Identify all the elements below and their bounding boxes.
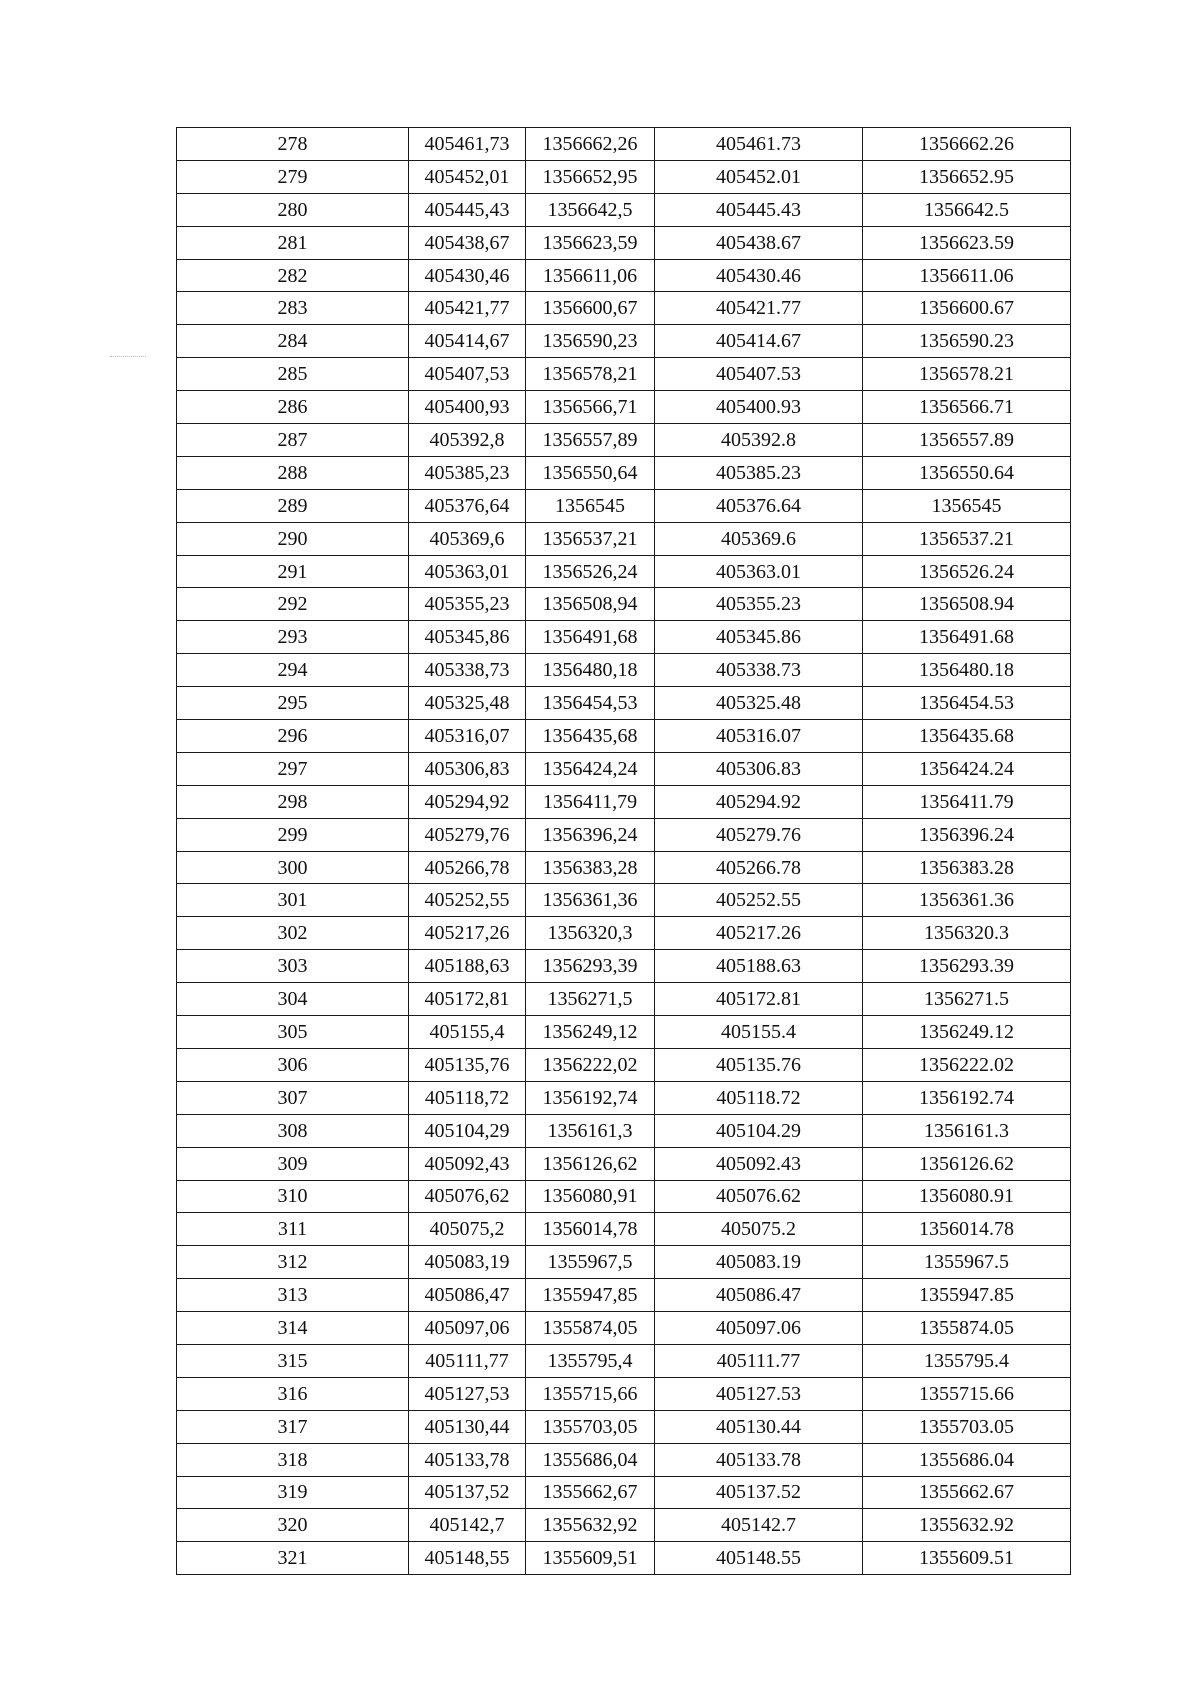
- point-number-cell: 320: [177, 1509, 409, 1542]
- y-dot-cell: 1356480.18: [863, 654, 1071, 687]
- point-number-cell: 292: [177, 588, 409, 621]
- y-dot-cell: 1355632.92: [863, 1509, 1071, 1542]
- y-dot-cell: 1356424.24: [863, 752, 1071, 785]
- x-dot-cell: 405385.23: [655, 456, 863, 489]
- y-comma-cell: 1356383,28: [526, 851, 655, 884]
- point-number-cell: 316: [177, 1377, 409, 1410]
- x-comma-cell: 405104,29: [409, 1114, 526, 1147]
- y-dot-cell: 1356293.39: [863, 950, 1071, 983]
- x-dot-cell: 405127.53: [655, 1377, 863, 1410]
- x-comma-cell: 405075,2: [409, 1213, 526, 1246]
- x-comma-cell: 405097,06: [409, 1312, 526, 1345]
- y-dot-cell: 1356600.67: [863, 292, 1071, 325]
- point-number-cell: 278: [177, 128, 409, 161]
- table-row: [177, 522, 1071, 555]
- x-comma-cell: 405092,43: [409, 1147, 526, 1180]
- table-row: [177, 1509, 1071, 1542]
- x-dot-cell: 405172.81: [655, 983, 863, 1016]
- x-dot-cell: 405217.26: [655, 917, 863, 950]
- x-comma-cell: 405111,77: [409, 1344, 526, 1377]
- x-comma-cell: 405461,73: [409, 128, 526, 161]
- x-dot-cell: 405414.67: [655, 325, 863, 358]
- point-number-cell: 295: [177, 687, 409, 720]
- y-dot-cell: 1355686.04: [863, 1443, 1071, 1476]
- point-number-cell: 306: [177, 1048, 409, 1081]
- point-number-cell: 291: [177, 555, 409, 588]
- x-dot-cell: 405421.77: [655, 292, 863, 325]
- y-comma-cell: 1356611,06: [526, 259, 655, 292]
- x-comma-cell: 405294,92: [409, 785, 526, 818]
- x-dot-cell: 405392.8: [655, 424, 863, 457]
- y-comma-cell: 1356590,23: [526, 325, 655, 358]
- y-dot-cell: 1356126.62: [863, 1147, 1071, 1180]
- y-comma-cell: 1355967,5: [526, 1246, 655, 1279]
- x-comma-cell: 405421,77: [409, 292, 526, 325]
- table-row: [177, 785, 1071, 818]
- table-row: [177, 1147, 1071, 1180]
- point-number-cell: 312: [177, 1246, 409, 1279]
- x-comma-cell: 405355,23: [409, 588, 526, 621]
- y-dot-cell: 1356578.21: [863, 358, 1071, 391]
- point-number-cell: 308: [177, 1114, 409, 1147]
- table-row: [177, 1443, 1071, 1476]
- y-dot-cell: 1356454.53: [863, 687, 1071, 720]
- y-dot-cell: 1356161.3: [863, 1114, 1071, 1147]
- x-dot-cell: 405133.78: [655, 1443, 863, 1476]
- table-row: [177, 1542, 1071, 1575]
- y-dot-cell: 1356566.71: [863, 391, 1071, 424]
- x-dot-cell: 405338.73: [655, 654, 863, 687]
- y-comma-cell: 1356642,5: [526, 193, 655, 226]
- x-dot-cell: 405376.64: [655, 489, 863, 522]
- y-dot-cell: 1356192.74: [863, 1081, 1071, 1114]
- y-dot-cell: 1356361.36: [863, 884, 1071, 917]
- y-dot-cell: 1356396.24: [863, 818, 1071, 851]
- x-dot-cell: 405452.01: [655, 160, 863, 193]
- x-dot-cell: 405445.43: [655, 193, 863, 226]
- y-comma-cell: 1355609,51: [526, 1542, 655, 1575]
- table-row: [177, 1048, 1071, 1081]
- y-comma-cell: 1356550,64: [526, 456, 655, 489]
- table-row: [177, 1114, 1071, 1147]
- point-number-cell: 300: [177, 851, 409, 884]
- y-dot-cell: 1355874.05: [863, 1312, 1071, 1345]
- x-dot-cell: 405130.44: [655, 1410, 863, 1443]
- y-comma-cell: 1356080,91: [526, 1180, 655, 1213]
- table-row: [177, 654, 1071, 687]
- x-dot-cell: 405407.53: [655, 358, 863, 391]
- table-row: [177, 1213, 1071, 1246]
- x-comma-cell: 405142,7: [409, 1509, 526, 1542]
- y-dot-cell: 1356080.91: [863, 1180, 1071, 1213]
- y-comma-cell: 1355703,05: [526, 1410, 655, 1443]
- coordinates-table: [176, 127, 1071, 1575]
- point-number-cell: 303: [177, 950, 409, 983]
- table-row: [177, 1180, 1071, 1213]
- x-comma-cell: 405118,72: [409, 1081, 526, 1114]
- table-row: [177, 128, 1071, 161]
- x-comma-cell: 405252,55: [409, 884, 526, 917]
- x-dot-cell: 405092.43: [655, 1147, 863, 1180]
- x-comma-cell: 405148,55: [409, 1542, 526, 1575]
- y-comma-cell: 1356396,24: [526, 818, 655, 851]
- table-row: [177, 424, 1071, 457]
- point-number-cell: 297: [177, 752, 409, 785]
- y-comma-cell: 1355874,05: [526, 1312, 655, 1345]
- table-row: [177, 983, 1071, 1016]
- x-dot-cell: 405266.78: [655, 851, 863, 884]
- table-row: [177, 358, 1071, 391]
- x-dot-cell: 405104.29: [655, 1114, 863, 1147]
- x-dot-cell: 405279.76: [655, 818, 863, 851]
- x-comma-cell: 405137,52: [409, 1476, 526, 1509]
- x-comma-cell: 405345,86: [409, 621, 526, 654]
- x-dot-cell: 405430.46: [655, 259, 863, 292]
- y-dot-cell: 1356662.26: [863, 128, 1071, 161]
- x-dot-cell: 405252.55: [655, 884, 863, 917]
- table-row: [177, 1246, 1071, 1279]
- y-comma-cell: 1356600,67: [526, 292, 655, 325]
- table-row: [177, 720, 1071, 753]
- y-dot-cell: 1355967.5: [863, 1246, 1071, 1279]
- point-number-cell: 289: [177, 489, 409, 522]
- table-row: [177, 752, 1071, 785]
- y-comma-cell: 1356161,3: [526, 1114, 655, 1147]
- table-row: [177, 1016, 1071, 1049]
- y-dot-cell: 1356435.68: [863, 720, 1071, 753]
- y-comma-cell: 1355715,66: [526, 1377, 655, 1410]
- x-comma-cell: 405086,47: [409, 1279, 526, 1312]
- y-dot-cell: 1356320.3: [863, 917, 1071, 950]
- point-number-cell: 298: [177, 785, 409, 818]
- x-comma-cell: 405385,23: [409, 456, 526, 489]
- table-row: [177, 1410, 1071, 1443]
- table-row: [177, 160, 1071, 193]
- x-comma-cell: 405172,81: [409, 983, 526, 1016]
- x-dot-cell: 405155.4: [655, 1016, 863, 1049]
- y-dot-cell: 1356508.94: [863, 588, 1071, 621]
- x-comma-cell: 405438,67: [409, 226, 526, 259]
- table-row: [177, 489, 1071, 522]
- point-number-cell: 314: [177, 1312, 409, 1345]
- y-comma-cell: 1356578,21: [526, 358, 655, 391]
- y-comma-cell: 1356361,36: [526, 884, 655, 917]
- point-number-cell: 304: [177, 983, 409, 1016]
- x-dot-cell: 405142.7: [655, 1509, 863, 1542]
- point-number-cell: 284: [177, 325, 409, 358]
- y-comma-cell: 1356411,79: [526, 785, 655, 818]
- y-comma-cell: 1356014,78: [526, 1213, 655, 1246]
- table-row: [177, 226, 1071, 259]
- x-comma-cell: 405316,07: [409, 720, 526, 753]
- point-number-cell: 283: [177, 292, 409, 325]
- y-comma-cell: 1356271,5: [526, 983, 655, 1016]
- x-dot-cell: 405345.86: [655, 621, 863, 654]
- y-dot-cell: 1355609.51: [863, 1542, 1071, 1575]
- y-comma-cell: 1356126,62: [526, 1147, 655, 1180]
- y-dot-cell: 1356611.06: [863, 259, 1071, 292]
- x-comma-cell: 405407,53: [409, 358, 526, 391]
- y-dot-cell: 1356222.02: [863, 1048, 1071, 1081]
- point-number-cell: 296: [177, 720, 409, 753]
- point-number-cell: 310: [177, 1180, 409, 1213]
- table-row: [177, 1312, 1071, 1345]
- x-comma-cell: 405430,46: [409, 259, 526, 292]
- table-row: [177, 917, 1071, 950]
- y-dot-cell: 1356411.79: [863, 785, 1071, 818]
- y-comma-cell: 1356454,53: [526, 687, 655, 720]
- point-number-cell: 287: [177, 424, 409, 457]
- table-row: [177, 950, 1071, 983]
- x-dot-cell: 405306.83: [655, 752, 863, 785]
- x-dot-cell: 405438.67: [655, 226, 863, 259]
- table-row: [177, 621, 1071, 654]
- x-dot-cell: 405076.62: [655, 1180, 863, 1213]
- point-number-cell: 294: [177, 654, 409, 687]
- point-number-cell: 280: [177, 193, 409, 226]
- table-row: [177, 1344, 1071, 1377]
- y-comma-cell: 1356566,71: [526, 391, 655, 424]
- x-dot-cell: 405097.06: [655, 1312, 863, 1345]
- x-dot-cell: 405086.47: [655, 1279, 863, 1312]
- x-comma-cell: 405445,43: [409, 193, 526, 226]
- y-dot-cell: 1356491.68: [863, 621, 1071, 654]
- y-comma-cell: 1356662,26: [526, 128, 655, 161]
- x-comma-cell: 405452,01: [409, 160, 526, 193]
- x-dot-cell: 405111.77: [655, 1344, 863, 1377]
- y-dot-cell: 1356271.5: [863, 983, 1071, 1016]
- y-comma-cell: 1356424,24: [526, 752, 655, 785]
- x-dot-cell: 405400.93: [655, 391, 863, 424]
- y-dot-cell: 1356550.64: [863, 456, 1071, 489]
- y-dot-cell: 1356014.78: [863, 1213, 1071, 1246]
- table-row: [177, 818, 1071, 851]
- y-dot-cell: 1356652.95: [863, 160, 1071, 193]
- x-comma-cell: 405400,93: [409, 391, 526, 424]
- y-dot-cell: 1356642.5: [863, 193, 1071, 226]
- x-comma-cell: 405133,78: [409, 1443, 526, 1476]
- x-dot-cell: 405294.92: [655, 785, 863, 818]
- point-number-cell: 285: [177, 358, 409, 391]
- x-dot-cell: 405135.76: [655, 1048, 863, 1081]
- x-comma-cell: 405076,62: [409, 1180, 526, 1213]
- point-number-cell: 293: [177, 621, 409, 654]
- y-comma-cell: 1356623,59: [526, 226, 655, 259]
- y-comma-cell: 1356652,95: [526, 160, 655, 193]
- y-comma-cell: 1356222,02: [526, 1048, 655, 1081]
- point-number-cell: 281: [177, 226, 409, 259]
- table-row: [177, 1081, 1071, 1114]
- table-row: [177, 687, 1071, 720]
- x-comma-cell: 405369,6: [409, 522, 526, 555]
- point-number-cell: 302: [177, 917, 409, 950]
- x-comma-cell: 405127,53: [409, 1377, 526, 1410]
- y-comma-cell: 1355947,85: [526, 1279, 655, 1312]
- x-dot-cell: 405355.23: [655, 588, 863, 621]
- point-number-cell: 318: [177, 1443, 409, 1476]
- y-dot-cell: 1356526.24: [863, 555, 1071, 588]
- x-comma-cell: 405392,8: [409, 424, 526, 457]
- point-number-cell: 317: [177, 1410, 409, 1443]
- table-row: [177, 851, 1071, 884]
- y-comma-cell: 1356192,74: [526, 1081, 655, 1114]
- point-number-cell: 309: [177, 1147, 409, 1180]
- table-row: [177, 292, 1071, 325]
- x-comma-cell: 405217,26: [409, 917, 526, 950]
- point-number-cell: 279: [177, 160, 409, 193]
- table-row: [177, 1476, 1071, 1509]
- y-dot-cell: 1356249.12: [863, 1016, 1071, 1049]
- x-dot-cell: 405461.73: [655, 128, 863, 161]
- x-comma-cell: 405279,76: [409, 818, 526, 851]
- y-comma-cell: 1355795,4: [526, 1344, 655, 1377]
- x-dot-cell: 405083.19: [655, 1246, 863, 1279]
- y-dot-cell: 1355715.66: [863, 1377, 1071, 1410]
- point-number-cell: 307: [177, 1081, 409, 1114]
- x-dot-cell: 405118.72: [655, 1081, 863, 1114]
- x-comma-cell: 405306,83: [409, 752, 526, 785]
- y-comma-cell: 1356557,89: [526, 424, 655, 457]
- table-row: [177, 456, 1071, 489]
- point-number-cell: 319: [177, 1476, 409, 1509]
- y-dot-cell: 1356537.21: [863, 522, 1071, 555]
- point-number-cell: 299: [177, 818, 409, 851]
- y-dot-cell: 1355662.67: [863, 1476, 1071, 1509]
- table-row: [177, 193, 1071, 226]
- point-number-cell: 311: [177, 1213, 409, 1246]
- table-row: [177, 588, 1071, 621]
- y-dot-cell: 1355947.85: [863, 1279, 1071, 1312]
- x-comma-cell: 405130,44: [409, 1410, 526, 1443]
- y-comma-cell: 1355632,92: [526, 1509, 655, 1542]
- x-dot-cell: 405188.63: [655, 950, 863, 983]
- table-row: [177, 555, 1071, 588]
- y-comma-cell: 1356435,68: [526, 720, 655, 753]
- point-number-cell: 290: [177, 522, 409, 555]
- x-comma-cell: 405414,67: [409, 325, 526, 358]
- x-comma-cell: 405135,76: [409, 1048, 526, 1081]
- x-comma-cell: 405266,78: [409, 851, 526, 884]
- y-dot-cell: 1356545: [863, 489, 1071, 522]
- point-number-cell: 315: [177, 1344, 409, 1377]
- x-comma-cell: 405363,01: [409, 555, 526, 588]
- table-row: [177, 1377, 1071, 1410]
- y-dot-cell: 1356590.23: [863, 325, 1071, 358]
- coordinates-table-body: [177, 128, 1071, 1575]
- y-dot-cell: 1356623.59: [863, 226, 1071, 259]
- x-comma-cell: 405325,48: [409, 687, 526, 720]
- margin-mark: [110, 356, 146, 359]
- y-comma-cell: 1356293,39: [526, 950, 655, 983]
- x-dot-cell: 405325.48: [655, 687, 863, 720]
- x-comma-cell: 405338,73: [409, 654, 526, 687]
- y-comma-cell: 1356320,3: [526, 917, 655, 950]
- y-dot-cell: 1356557.89: [863, 424, 1071, 457]
- y-comma-cell: 1356537,21: [526, 522, 655, 555]
- x-dot-cell: 405075.2: [655, 1213, 863, 1246]
- x-comma-cell: 405188,63: [409, 950, 526, 983]
- x-comma-cell: 405083,19: [409, 1246, 526, 1279]
- table-row: [177, 391, 1071, 424]
- x-dot-cell: 405363.01: [655, 555, 863, 588]
- point-number-cell: 288: [177, 456, 409, 489]
- y-dot-cell: 1355795.4: [863, 1344, 1071, 1377]
- table-row: [177, 259, 1071, 292]
- x-dot-cell: 405137.52: [655, 1476, 863, 1509]
- x-dot-cell: 405316.07: [655, 720, 863, 753]
- y-comma-cell: 1356480,18: [526, 654, 655, 687]
- y-dot-cell: 1356383.28: [863, 851, 1071, 884]
- table-row: [177, 325, 1071, 358]
- point-number-cell: 301: [177, 884, 409, 917]
- point-number-cell: 282: [177, 259, 409, 292]
- table-row: [177, 884, 1071, 917]
- x-comma-cell: 405155,4: [409, 1016, 526, 1049]
- x-comma-cell: 405376,64: [409, 489, 526, 522]
- y-comma-cell: 1355686,04: [526, 1443, 655, 1476]
- y-comma-cell: 1356491,68: [526, 621, 655, 654]
- table-row: [177, 1279, 1071, 1312]
- y-comma-cell: 1355662,67: [526, 1476, 655, 1509]
- y-comma-cell: 1356508,94: [526, 588, 655, 621]
- point-number-cell: 313: [177, 1279, 409, 1312]
- point-number-cell: 286: [177, 391, 409, 424]
- y-comma-cell: 1356526,24: [526, 555, 655, 588]
- point-number-cell: 321: [177, 1542, 409, 1575]
- y-comma-cell: 1356249,12: [526, 1016, 655, 1049]
- x-dot-cell: 405369.6: [655, 522, 863, 555]
- point-number-cell: 305: [177, 1016, 409, 1049]
- y-comma-cell: 1356545: [526, 489, 655, 522]
- y-dot-cell: 1355703.05: [863, 1410, 1071, 1443]
- x-dot-cell: 405148.55: [655, 1542, 863, 1575]
